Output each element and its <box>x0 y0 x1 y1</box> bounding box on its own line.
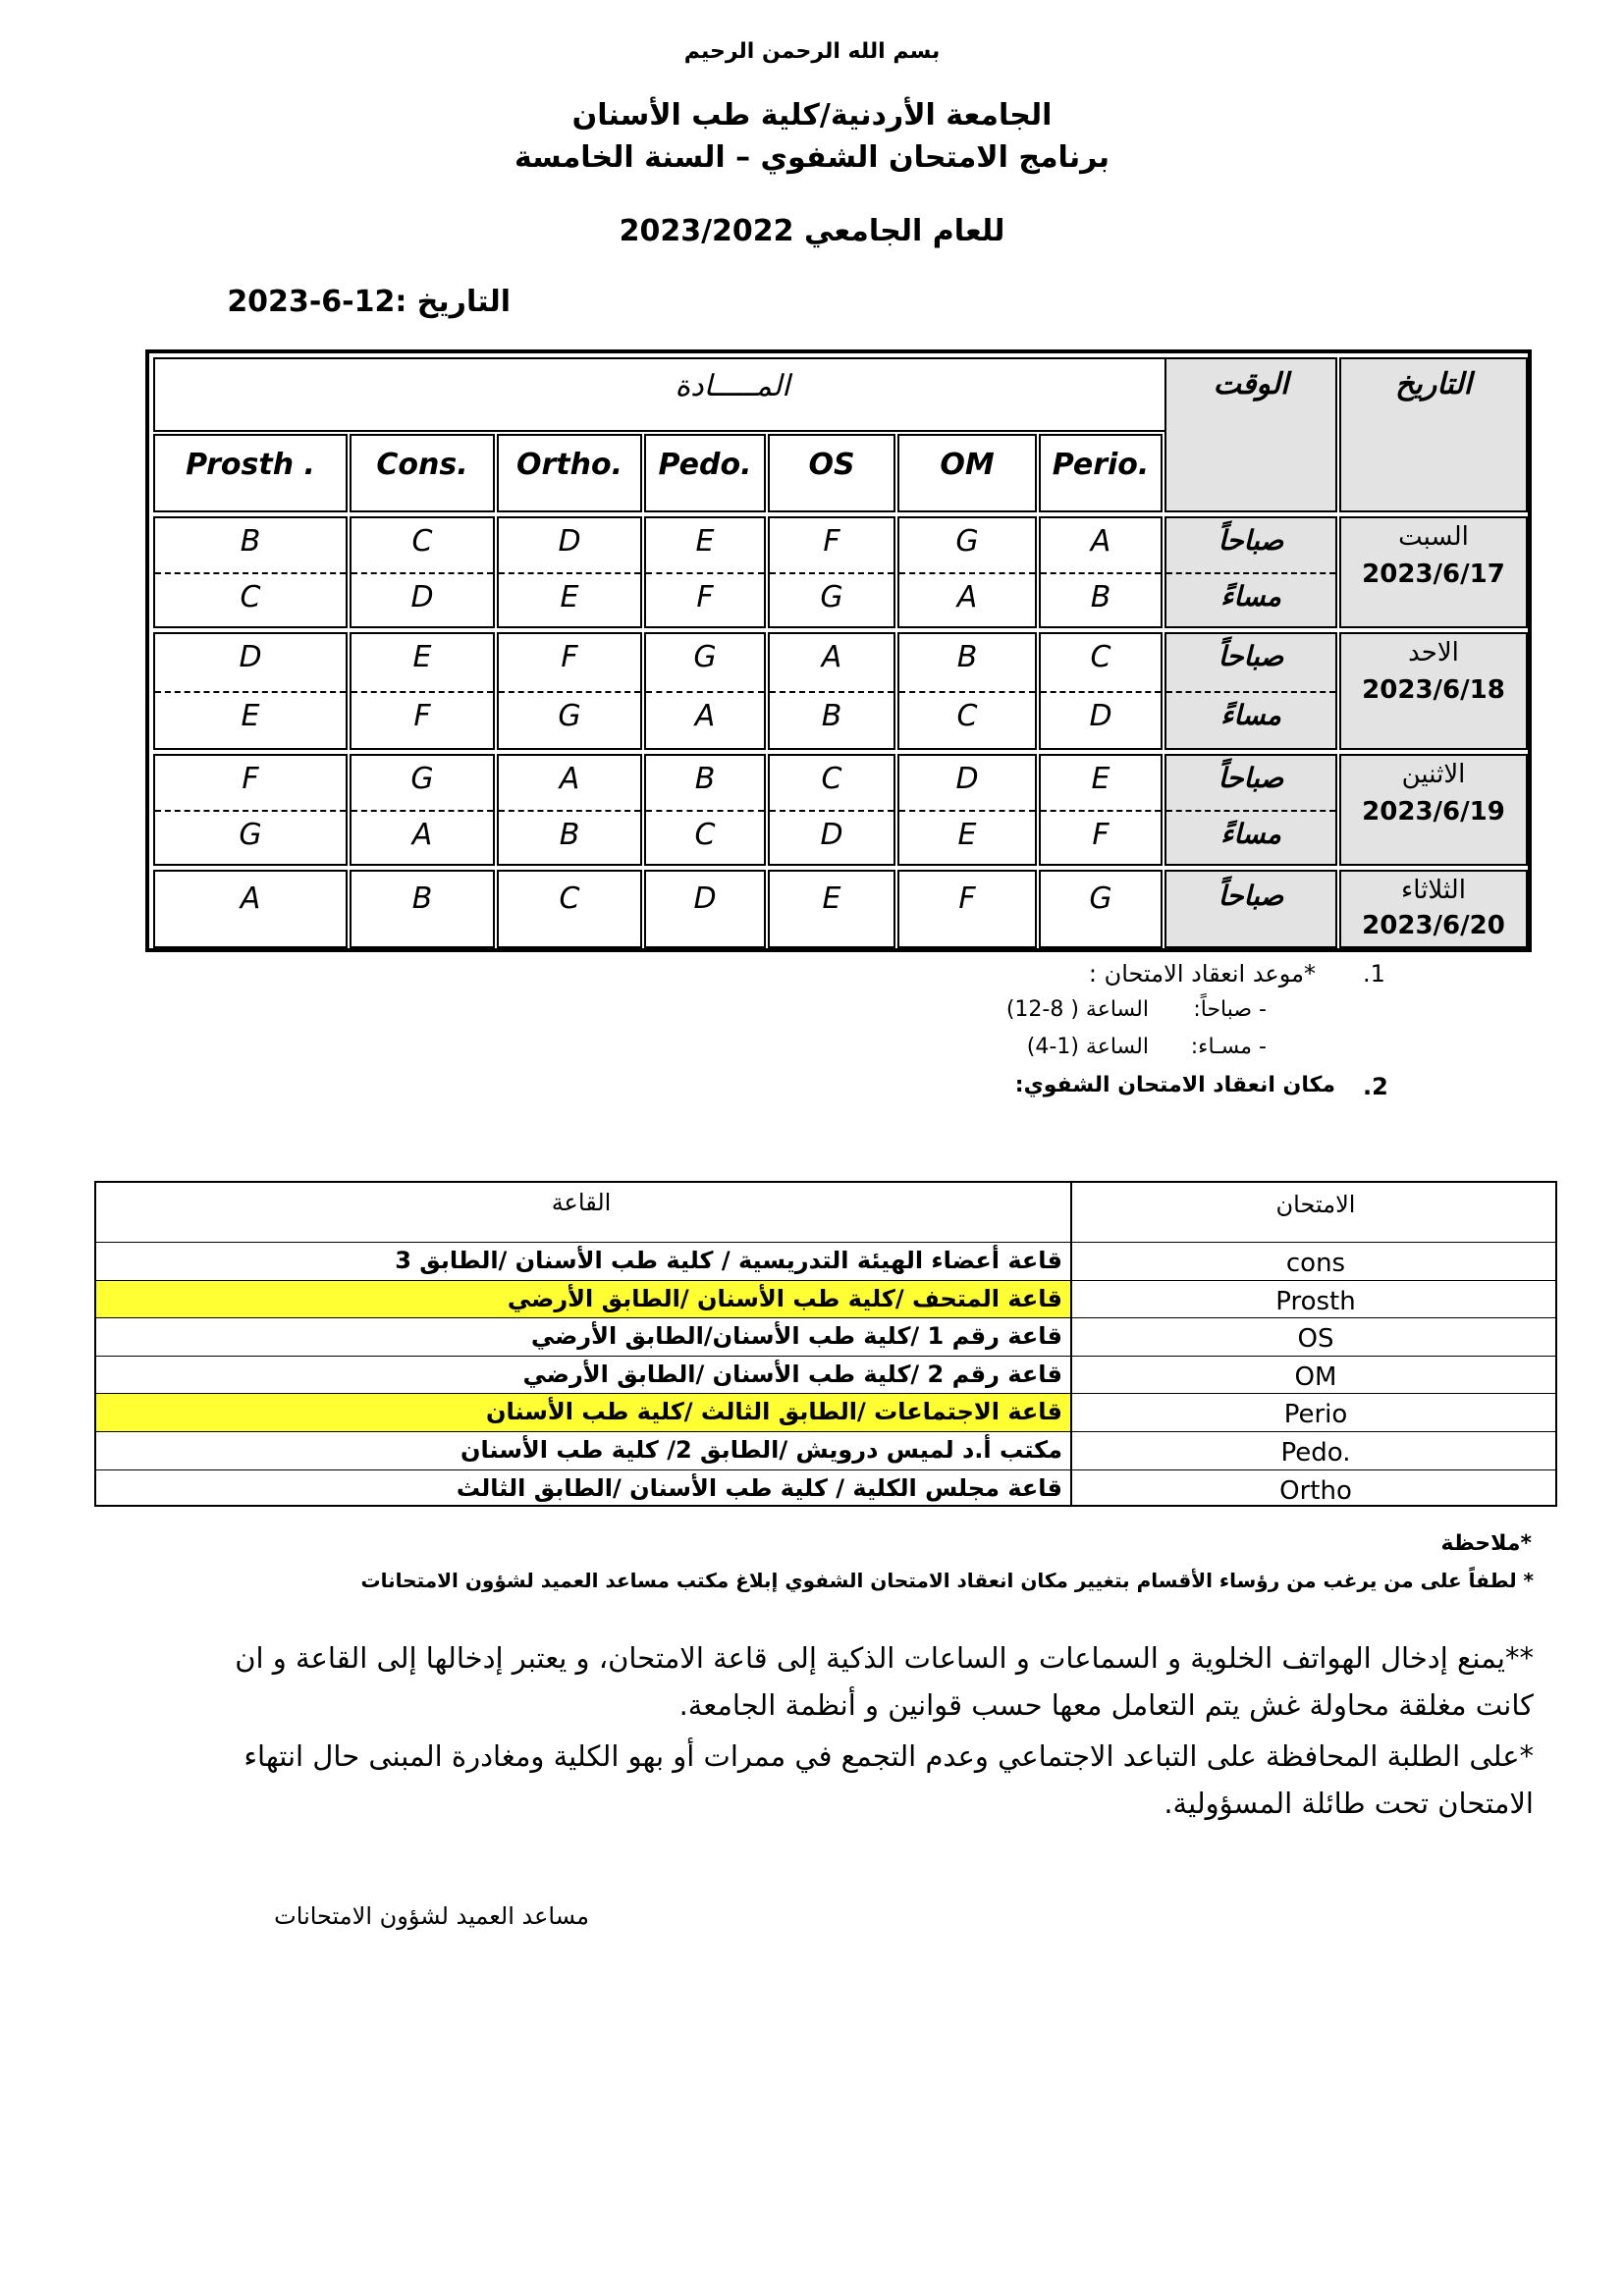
slot-divider <box>352 691 493 693</box>
day-name: السبت <box>1398 522 1469 552</box>
group-letter: A <box>694 699 716 733</box>
schedule-cell <box>897 754 1037 866</box>
slot-divider <box>352 572 493 574</box>
group-letter: B <box>559 818 580 852</box>
list-number-2: .2 <box>1363 1073 1388 1100</box>
schedule-cell <box>1039 754 1163 866</box>
schedule-cell <box>1039 870 1163 948</box>
schedule-cell <box>497 754 642 866</box>
group-letter: F <box>696 580 714 614</box>
schedule-cell <box>644 516 766 628</box>
group-letter: C <box>411 524 433 559</box>
exam-name: Ortho <box>1279 1475 1352 1506</box>
room-name: قاعة مجلس الكلية / كلية طب الأسنان /الطابق الثالث <box>456 1473 1062 1502</box>
phones-rule-line1: **يمنع إدخال الهواتف الخلوية و السماعات و الساعات الذكية إلى قاعة الامتحان، و يعتبر إدخالها إلى القاعة و ان <box>235 1641 1534 1675</box>
day-date: 2023/6/17 <box>1362 560 1505 589</box>
phones-rule-line2: كانت مغلقة محاولة غش يتم التعامل معها حسب قوانين و أنظمة الجامعة. <box>678 1688 1534 1722</box>
room-header: القاعة <box>551 1189 612 1216</box>
group-letter: D <box>558 524 581 559</box>
group-letter: C <box>956 699 978 733</box>
slot-divider <box>1166 691 1335 693</box>
schedule-cell <box>768 754 895 866</box>
schedule-cell <box>644 870 766 948</box>
group-letter: F <box>413 699 431 733</box>
exam-name: OM <box>1294 1362 1337 1392</box>
time-label: مساءً <box>1220 580 1281 613</box>
subject-header: المـــــادة <box>675 369 790 403</box>
group-letter: C <box>559 881 580 916</box>
exam-schedule-table <box>145 349 1532 952</box>
group-letter: A <box>559 762 580 796</box>
time-cell <box>1164 516 1337 628</box>
date-cell <box>1339 754 1528 866</box>
exam-header: الامتحان <box>1275 1191 1356 1218</box>
slot-divider <box>899 691 1035 693</box>
date-cell <box>1339 632 1528 750</box>
room-row <box>96 1431 1555 1469</box>
day-date: 2023/6/18 <box>1362 675 1505 705</box>
distancing-rule-line1: *على الطلبة المحافظة على التباعد الاجتماعي وعدم التجمع في ممرات أو بهو الكلية ومغادرة المبنى حال انتهاء <box>244 1739 1534 1773</box>
day-name: الاحد <box>1408 638 1459 667</box>
slot-divider <box>646 691 764 693</box>
exam-name: Pedo. <box>1280 1438 1351 1468</box>
group-letter: F <box>958 881 976 916</box>
morning-time: الساعة ( 8-12) <box>1005 997 1149 1022</box>
date-cell <box>1339 516 1528 628</box>
schedule-cell <box>768 870 895 948</box>
time-cell <box>1164 754 1337 866</box>
room-name: قاعة رقم 1 /كلية طب الأسنان/الطابق الأرضي <box>530 1322 1062 1351</box>
group-letter: D <box>1089 699 1112 733</box>
subject-name: Prosth . <box>186 448 315 482</box>
subject-name: Perio. <box>1052 448 1150 482</box>
group-letter: A <box>821 640 842 674</box>
slot-divider <box>155 572 346 574</box>
room-name: قاعة رقم 2 /كلية طب الأسنان /الطابق الأرضي <box>522 1360 1062 1388</box>
subject-header-7 <box>1039 434 1163 512</box>
subject-name: Cons. <box>376 448 468 482</box>
schedule-cell <box>153 632 348 750</box>
program-title: برنامج الامتحان الشفوي – السنة الخامسة <box>514 140 1110 175</box>
schedule-cell <box>497 870 642 948</box>
subject-header-6 <box>897 434 1037 512</box>
slot-divider <box>352 810 493 812</box>
room-name: قاعة أعضاء الهيئة التدريسية / كلية طب الأسنان /الطابق 3 <box>395 1247 1062 1274</box>
schedule-cell <box>768 516 895 628</box>
group-letter: C <box>1090 640 1111 674</box>
evening-time: الساعة (1-4) <box>1026 1035 1149 1059</box>
room-row <box>96 1356 1555 1394</box>
group-letter: E <box>1091 762 1110 796</box>
group-letter: E <box>695 524 715 559</box>
group-letter: C <box>821 762 842 796</box>
time-label: مساءً <box>1220 818 1281 850</box>
time-label: مساءً <box>1220 699 1281 731</box>
time-header-cell <box>1164 357 1337 512</box>
group-letter: F <box>242 762 259 796</box>
subject-header-1 <box>153 434 348 512</box>
subject-name: OM <box>940 448 995 482</box>
subject-header-3 <box>497 434 642 512</box>
group-letter: E <box>822 881 841 916</box>
schedule-cell <box>1039 516 1163 628</box>
time-label: صباحاً <box>1218 762 1284 794</box>
university-title: الجامعة الأردنية/كلية طب الأسنان <box>571 98 1053 133</box>
schedule-cell <box>350 754 495 866</box>
time-cell <box>1164 870 1337 948</box>
schedule-cell <box>1039 632 1163 750</box>
group-letter: A <box>411 818 433 852</box>
subject-header-cell <box>153 357 1312 432</box>
time-label: صباحاً <box>1218 640 1284 672</box>
group-letter: B <box>694 762 716 796</box>
slot-divider <box>499 810 640 812</box>
slot-divider <box>899 810 1035 812</box>
group-letter: D <box>410 580 434 614</box>
slot-divider <box>770 810 893 812</box>
subject-header-2 <box>350 434 495 512</box>
group-letter: G <box>955 524 979 559</box>
group-letter: G <box>820 580 843 614</box>
date-header-cell <box>1339 357 1528 512</box>
schedule-cell <box>350 870 495 948</box>
subject-name: Pedo. <box>658 448 752 482</box>
group-letter: G <box>558 699 581 733</box>
schedule-cell <box>897 516 1037 628</box>
signature: مساعد العميد لشؤون الامتحانات <box>274 1902 589 1930</box>
time-label: صباحاً <box>1218 880 1284 912</box>
day-name: الثلاثاء <box>1401 876 1466 905</box>
schedule-cell <box>497 632 642 750</box>
group-letter: C <box>240 580 261 614</box>
schedule-cell <box>768 632 895 750</box>
group-letter: D <box>820 818 843 852</box>
room-row <box>96 1469 1555 1508</box>
room-row <box>96 1242 1555 1280</box>
schedule-cell <box>350 516 495 628</box>
group-letter: D <box>693 881 717 916</box>
slot-divider <box>1041 691 1161 693</box>
group-letter: D <box>239 640 262 674</box>
slot-divider <box>1041 810 1161 812</box>
exam-name: Prosth <box>1275 1286 1356 1316</box>
slot-divider <box>499 691 640 693</box>
group-letter: A <box>240 881 261 916</box>
schedule-cell <box>644 632 766 750</box>
schedule-cell <box>153 870 348 948</box>
exam-name: OS <box>1297 1324 1334 1355</box>
room-name: مكتب أ.د لميس درويش /الطابق 2/ كلية طب الأسنان <box>460 1436 1062 1464</box>
subject-header-5 <box>768 434 895 512</box>
schedule-cell <box>153 516 348 628</box>
group-letter: F <box>561 640 578 674</box>
academic-year: للعام الجامعي 2023/2022 <box>619 214 1005 248</box>
group-letter: G <box>239 818 262 852</box>
schedule-cell <box>897 870 1037 948</box>
group-letter: A <box>956 580 978 614</box>
date-cell <box>1339 870 1528 948</box>
subject-header-4 <box>644 434 766 512</box>
room-row <box>96 1317 1555 1356</box>
distancing-rule-line2: الامتحان تحت طائلة المسؤولية. <box>1164 1787 1534 1820</box>
group-letter: B <box>821 699 842 733</box>
room-name: قاعة المتحف /كلية طب الأسنان /الطابق الأرضي <box>507 1284 1062 1312</box>
document-date: التاريخ :12-6-2023 <box>227 285 511 319</box>
day-date: 2023/6/20 <box>1362 911 1505 940</box>
room-name: قاعة الاجتماعات /الطابق الثالث /كلية طب الأسنان <box>485 1398 1062 1426</box>
date-header: التاريخ <box>1395 367 1472 401</box>
group-letter: D <box>955 762 979 796</box>
group-letter: G <box>410 762 434 796</box>
group-letter: B <box>956 640 978 674</box>
subject-name: OS <box>808 448 855 482</box>
basmala: بسم الله الرحمن الرحيم <box>683 39 941 64</box>
exam-place-heading: مكان انعقاد الامتحان الشفوي: <box>1014 1073 1335 1097</box>
evening-label: - مسـاء: <box>1190 1035 1267 1059</box>
slot-divider <box>1041 572 1161 574</box>
group-letter: E <box>241 699 260 733</box>
exam-name: cons <box>1285 1249 1346 1278</box>
group-letter: G <box>693 640 717 674</box>
group-letter: B <box>411 881 433 916</box>
time-label: صباحاً <box>1218 524 1284 557</box>
exam-time-heading: *موعد انعقاد الامتحان : <box>1088 960 1316 988</box>
slot-divider <box>1166 810 1335 812</box>
group-letter: F <box>1092 818 1110 852</box>
schedule-cell <box>897 632 1037 750</box>
list-number-1: .1 <box>1363 960 1385 988</box>
schedule-cell <box>153 754 348 866</box>
schedule-cell <box>350 632 495 750</box>
schedule-cell <box>644 754 766 866</box>
subject-name: Ortho. <box>515 448 623 482</box>
note-line: * لطفاً على من يرغب من رؤساء الأقسام بتغيير مكان انعقاد الامتحان الشفوي إبلاغ مكتب مساعد العميد لشؤون الامتحانات <box>360 1569 1534 1592</box>
slot-divider <box>155 691 346 693</box>
day-name: الاثنين <box>1401 760 1466 789</box>
slot-divider <box>899 572 1035 574</box>
group-letter: B <box>1090 580 1111 614</box>
room-row <box>96 1393 1555 1431</box>
slot-divider <box>499 572 640 574</box>
day-date: 2023/6/19 <box>1362 797 1505 827</box>
time-cell <box>1164 632 1337 750</box>
rooms-table <box>94 1181 1557 1507</box>
group-letter: E <box>957 818 977 852</box>
exam-name: Perio <box>1283 1400 1348 1430</box>
slot-divider <box>770 691 893 693</box>
room-row <box>96 1280 1555 1318</box>
group-letter: G <box>1089 881 1112 916</box>
slot-divider <box>646 810 764 812</box>
slot-divider <box>155 810 346 812</box>
schedule-cell <box>497 516 642 628</box>
group-letter: C <box>694 818 716 852</box>
slot-divider <box>1166 572 1335 574</box>
time-header: الوقت <box>1213 367 1289 401</box>
group-letter: A <box>1090 524 1111 559</box>
slot-divider <box>770 572 893 574</box>
group-letter: E <box>560 580 579 614</box>
slot-divider <box>646 572 764 574</box>
group-letter: F <box>823 524 840 559</box>
group-letter: B <box>240 524 261 559</box>
morning-label: - صباحاً: <box>1193 997 1267 1022</box>
note-title: *ملاحظة <box>1440 1531 1532 1556</box>
group-letter: E <box>412 640 432 674</box>
